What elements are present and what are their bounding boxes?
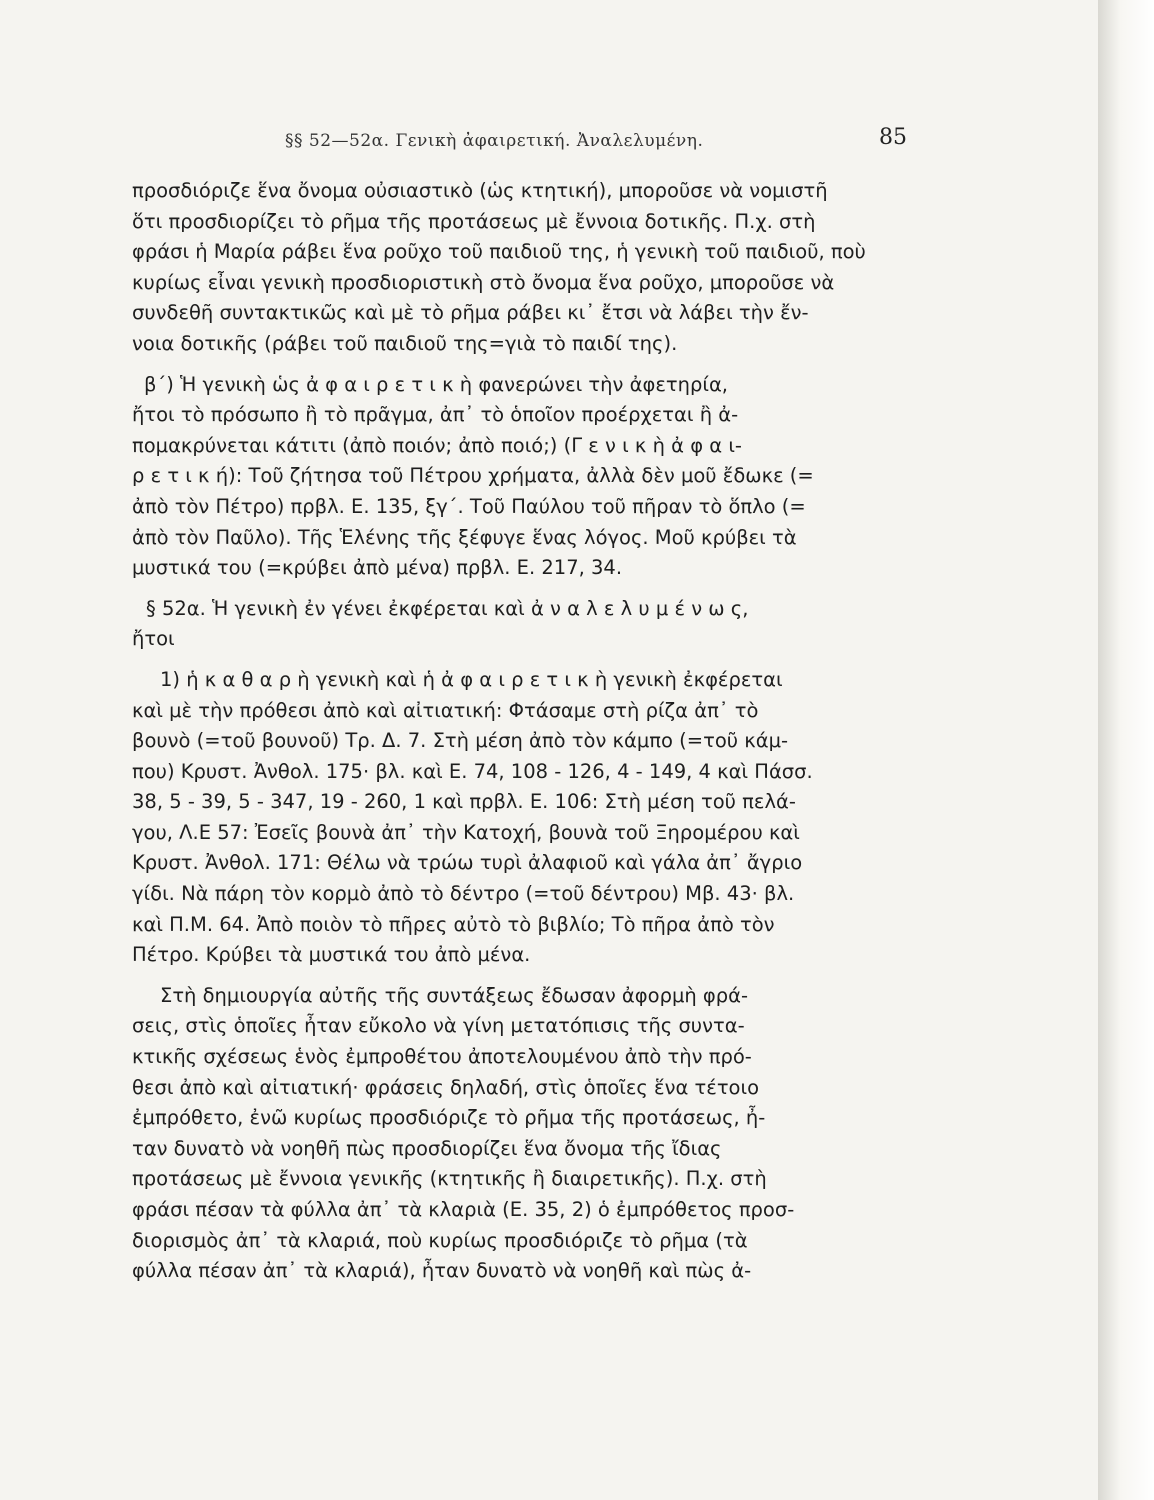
paragraph-1 [132,176,907,360]
text-line: κτικῆς σχέσεως ἑνὸς ἐμπροθέτου ἀποτελουμένου ἀπὸ τὴν πρό- [132,1045,752,1069]
text-line: ἐμπρόθετο, ἐνῶ κυρίως προσδιόριζε τὸ ρῆμα τῆς προτάσεως, ἦ- [132,1106,766,1130]
text-line: ὅτι προσδιορίζει τὸ ρῆμα τῆς προτάσεως μὲ ἔννοια δοτικῆς. Π.χ. στὴ [132,209,816,233]
text-line: Κρυστ. Ἀνθολ. 171: Θέλω νὰ τρώω τυρὶ ἀλαφιοῦ καὶ γάλα ἀπ᾿ ἄγριο [132,851,803,875]
text-line: φράσι ἡ Μαρία ράβει ἕνα ροῦχο τοῦ παιδιοῦ της, ἡ γενικὴ τοῦ παιδιοῦ, ποὺ [132,240,866,264]
paragraph-2 [132,370,907,584]
running-head: §§ 52—52α. Γενικὴ ἀφαιρετική. Ἀναλελυμένη. [285,131,704,151]
text-line: κυρίως εἶναι γενικὴ προσδιοριστικὴ στὸ ὄνομα ἕνα ροῦχο, μποροῦσε νὰ [132,270,835,294]
text-line: πομακρύνεται κάτιτι (ἀπὸ ποιόν; ἀπὸ ποιό;) (Γ ε ν ι κ ὴ ἀ φ α ι- [132,433,742,457]
paragraph-5 [132,981,907,1287]
text-line: διορισμὸς ἀπ᾿ τὰ κλαριά, ποὺ κυρίως προσδιόριζε τὸ ρῆμα (τὰ [132,1228,748,1252]
text-line: συνδεθῆ συντακτικῶς καὶ μὲ τὸ ρῆμα ράβει κι᾿ ἔτσι νὰ λάβει τὴν ἔν- [132,301,809,325]
page-body [132,176,907,1287]
text-line: γου, Λ.Ε 57: Ἐσεῖς βουνὰ ἀπ᾿ τὴν Κατοχή, βουνὰ τοῦ Ξηρομέρου καὶ [132,820,800,844]
text-line: που) Κρυστ. Ἀνθολ. 175· βλ. καὶ Ε. 74, 108 - 126, 4 - 149, 4 καὶ Πάσσ. [132,759,813,783]
page-edge [1098,0,1154,1500]
text-line: καὶ μὲ τὴν πρόθεσι ἀπὸ καὶ αἰτιατική: Φτάσαμε στὴ ρίζα ἀπ᾿ τὸ [132,698,759,722]
text-line: ταν δυνατὸ νὰ νοηθῆ πὼς προσδιορίζει ἕνα ὄνομα τῆς ἴδιας [132,1136,722,1160]
text-line: Πέτρο. Κρύβει τὰ μυστικά του ἀπὸ μένα. [132,943,531,967]
paragraph-4 [132,665,907,971]
text-line: ἤτοι τὸ πρόσωπο ἢ τὸ πρᾶγμα, ἀπ᾿ τὸ ὁποῖον προέρχεται ἢ ἀ- [132,403,739,427]
text-line: θεσι ἀπὸ καὶ αἰτιατική· φράσεις δηλαδή, στὶς ὁποῖες ἕνα τέτοιο [132,1075,760,1099]
text-line: 38, 5 - 39, 5 - 347, 19 - 260, 1 καὶ πρβλ. Ε. 106: Στὴ μέση τοῦ πελά- [132,790,796,814]
text-line: μυστικά του (=κρύβει ἀπὸ μένα) πρβλ. Ε. 217, 34. [132,556,623,580]
section-heading-line: § 52α. Ἡ γενικὴ ἐν γένει ἐκφέρεται καὶ ἀ ν α λ ε λ υ μ έ ν ω ς, [146,596,749,620]
text-line: προσδιόριζε ἕνα ὄνομα οὐσιαστικὸ (ὡς κτητική), μποροῦσε νὰ νομιστῆ [132,179,828,202]
text-line: φράσι πέσαν τὰ φύλλα ἀπ᾿ τὰ κλαριὰ (Ε. 35, 2) ὁ ἐμπρόθετος προσ- [132,1198,795,1221]
text-line: Στὴ δημιουργία αὐτῆς τῆς συντάξεως ἔδωσαν ἀφορμὴ φρά- [160,983,749,1007]
text-line: γίδι. Νὰ πάρη τὸν κορμὸ ἀπὸ τὸ δέντρο (=τοῦ δέντρου) Μβ. 43· βλ. [132,882,795,906]
text-line: καὶ Π.Μ. 64. Ἀπὸ ποιὸν τὸ πῆρες αὐτὸ τὸ βιβλίο; Τὸ πῆρα ἀπὸ τὸν [132,912,775,936]
text-line: ρ ε τ ι κ ή): Τοῦ ζήτησα τοῦ Πέτρου χρήματα, ἀλλὰ δὲν μοῦ ἔδωκε (= [132,464,814,488]
text-line: β΄) Ἡ γενικὴ ὡς ἀ φ α ι ρ ε τ ι κ ὴ φανερώνει τὴν ἀφετηρία, [144,372,729,396]
text-line: φύλλα πέσαν ἀπ᾿ τὰ κλαριά), ἦταν δυνατὸ νὰ νοηθῆ καὶ πὼς ἀ- [132,1259,752,1283]
text-line: ἤτοι [132,627,175,651]
text-line: νοια δοτικῆς (ράβει τοῦ παιδιοῦ της=γιὰ τὸ παιδί της). [132,331,678,355]
text-line: ἀπὸ τὸν Πέτρο) πρβλ. Ε. 135, ξγ΄. Τοῦ Παύλου τοῦ πῆραν τὸ ὅπλο (= [132,494,806,518]
text-line: ἀπὸ τὸν Παῦλο). Τῆς Ἑλένης τῆς ξέφυγε ἕνας λόγος. Μοῦ κρύβει τὰ [132,525,797,549]
page-number: 85 [879,125,907,150]
text-line: σεις, στὶς ὁποῖες ἦταν εὔκολο νὰ γίνη μετατόπισις τῆς συντα- [132,1014,745,1038]
text-line: 1) ἡ κ α θ α ρ ὴ γενικὴ καὶ ἡ ἀ φ α ι ρ ε τ ι κ ὴ γενικὴ ἐκφέρεται [160,667,783,691]
page-header [285,125,907,161]
text-line: βουνὸ (=τοῦ βουνοῦ) Τρ. Δ. 7. Στὴ μέση ἀπὸ τὸν κάμπο (=τοῦ κάμ- [132,729,789,753]
section-52a [132,594,907,655]
text-line: προτάσεως μὲ ἔννοια γενικῆς (κτητικῆς ἢ διαιρετικῆς). Π.χ. στὴ [132,1167,767,1191]
